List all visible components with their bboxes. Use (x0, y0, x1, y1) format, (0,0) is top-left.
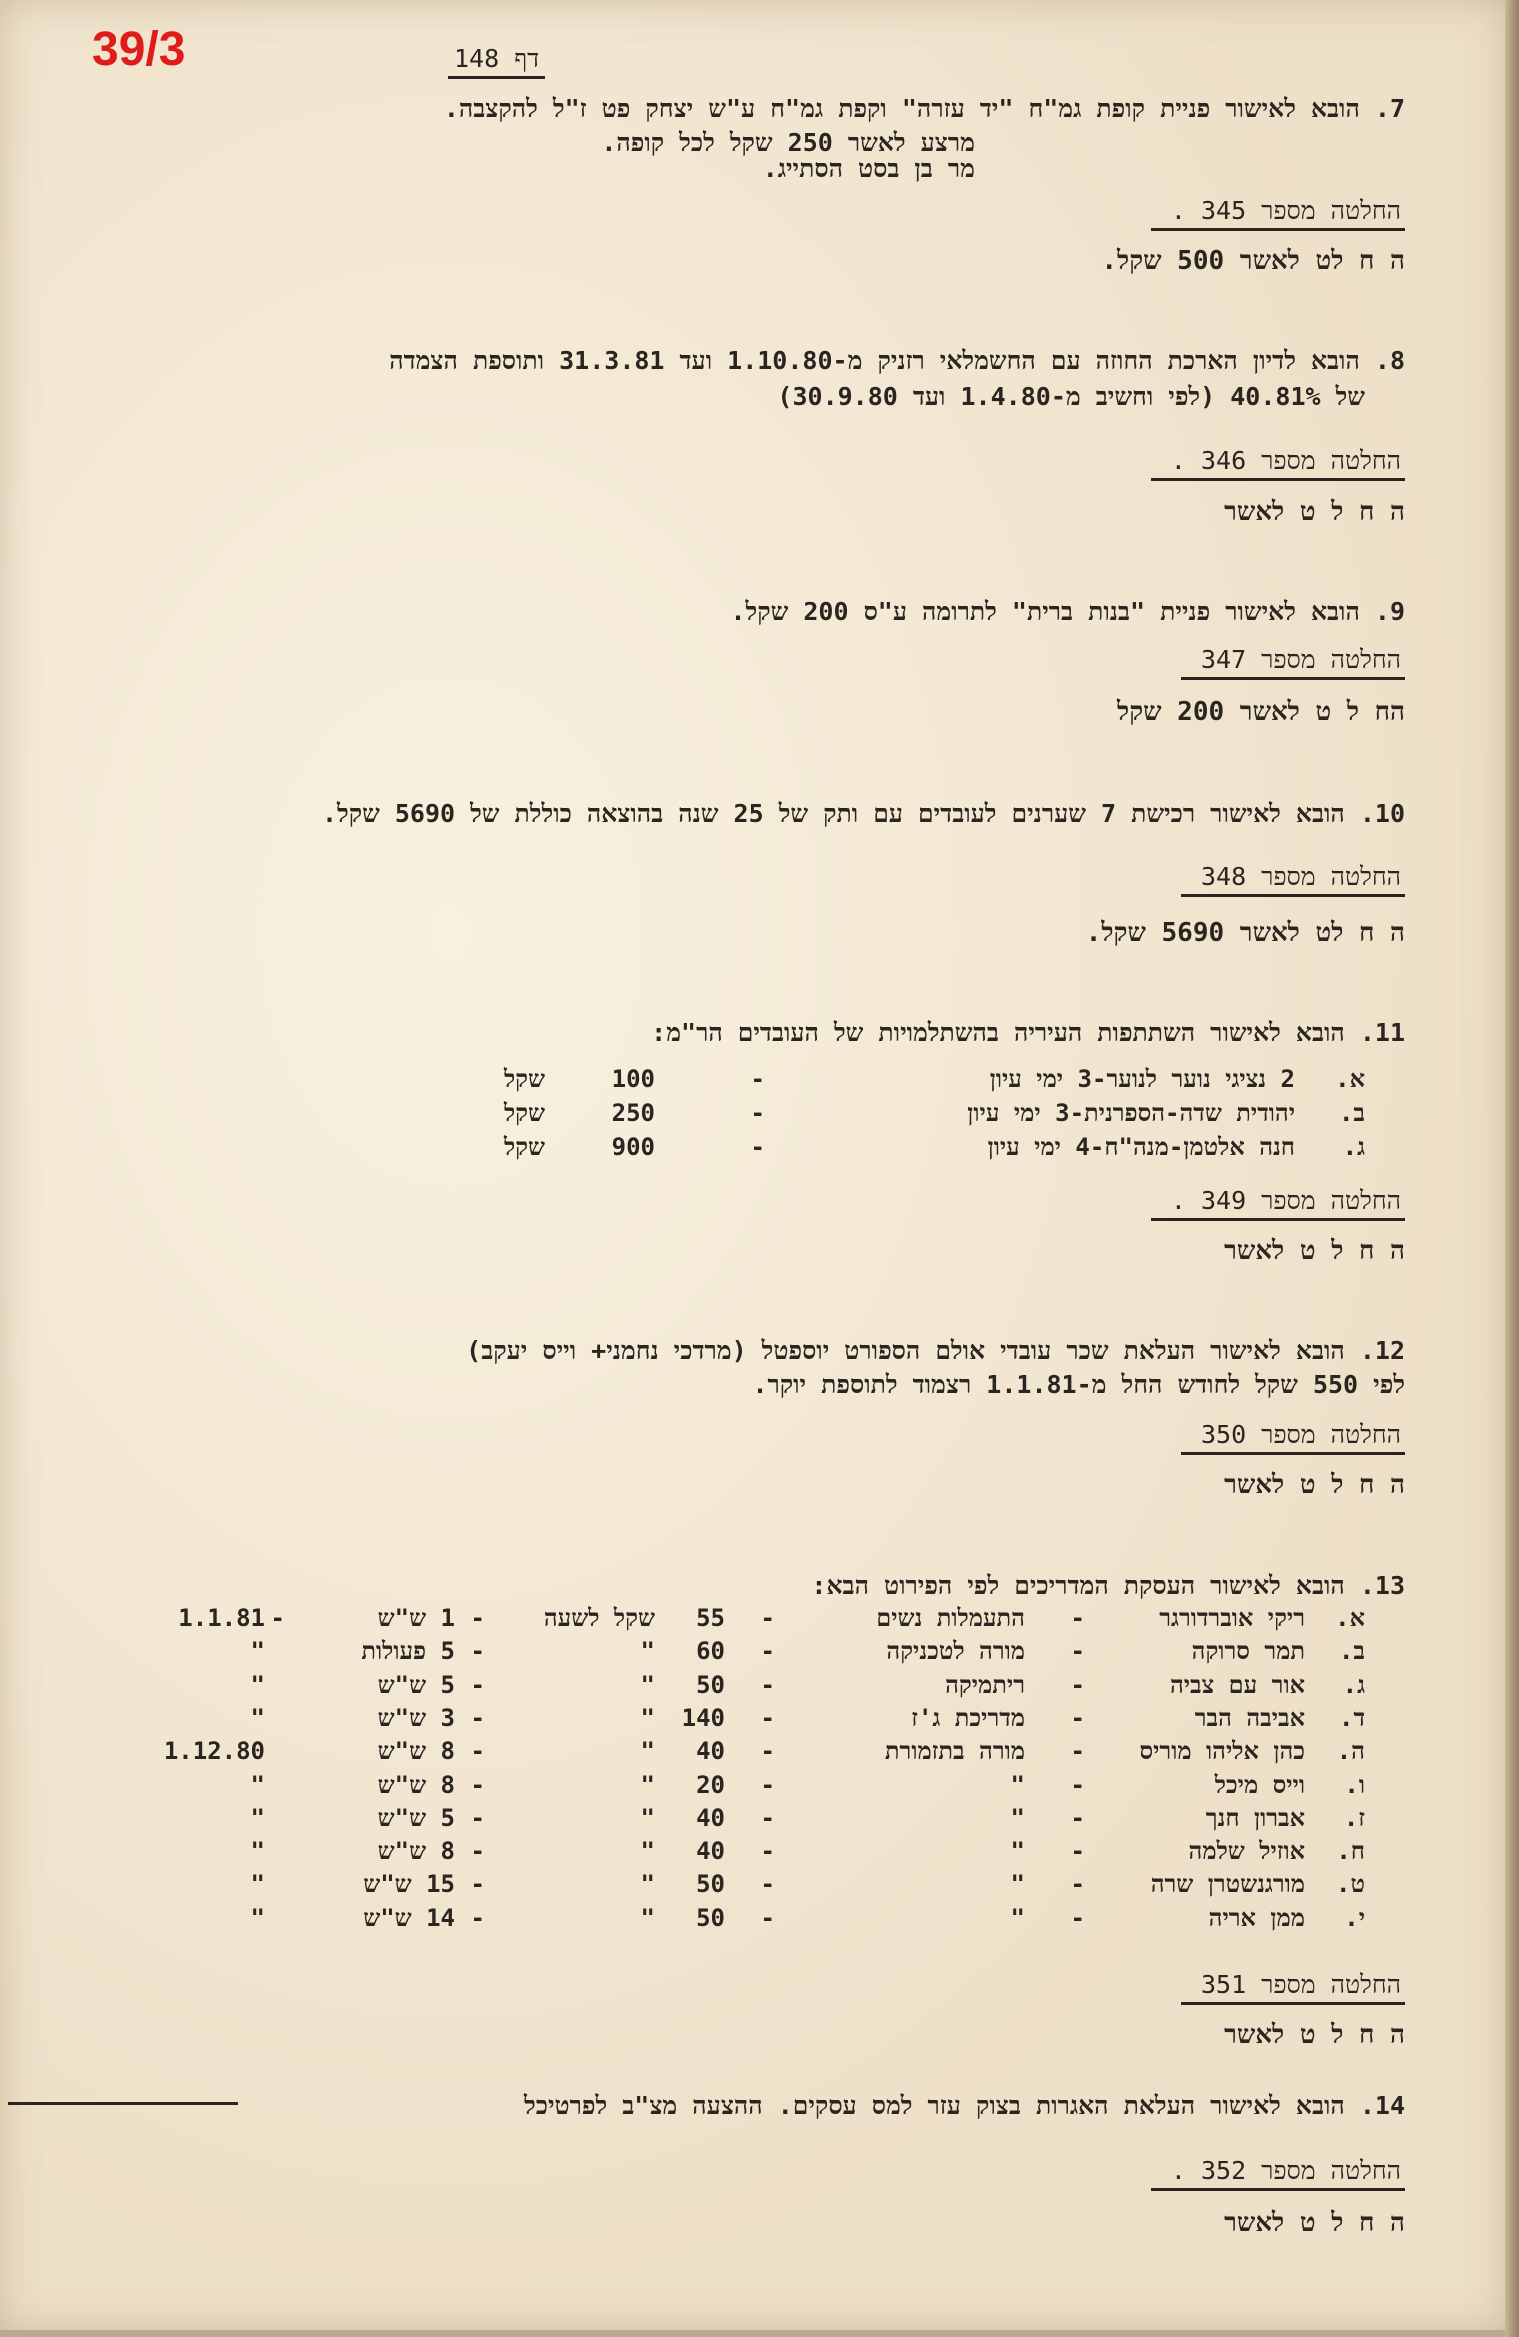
table-row (120, 1735, 1405, 1767)
subrow-unit: שקל (503, 1099, 545, 1127)
resolution-348: החלטה מספר 348 (1181, 862, 1405, 897)
decision-352: ה ח ל ט לאשר (1224, 2208, 1405, 2238)
instructor-date: " (250, 1837, 265, 1866)
instructor-d3: - (470, 1770, 485, 1799)
instructor-amount: 40 (696, 1837, 725, 1866)
instructor-name: מורגנשטרן שרה (1150, 1870, 1305, 1899)
subrow-dash: - (750, 1099, 765, 1127)
instructor-date: " (250, 1637, 265, 1666)
instructor-hours: 8 ש"ש (377, 1737, 455, 1766)
subrow-letter: ב. (1338, 1099, 1365, 1127)
instructor-hours: 15 ש"ש (363, 1870, 455, 1899)
instructor-d3: - (470, 1837, 485, 1866)
decision-350: ה ח ל ט לאשר (1224, 1470, 1405, 1500)
instructor-unit: " (640, 1770, 655, 1799)
list-item (120, 1063, 1405, 1095)
instructor-role: ריתמיקה (945, 1670, 1025, 1699)
table-row (120, 1702, 1405, 1734)
table-row (120, 1835, 1405, 1867)
subrow-amount: 900 (611, 1133, 655, 1161)
subrow-dash: - (750, 1133, 765, 1161)
instructor-d2: - (760, 1703, 775, 1732)
table-row (120, 1769, 1405, 1801)
instructor-date: " (250, 1670, 265, 1699)
instructor-name: ריקי אוברדורגר (1159, 1604, 1305, 1632)
instructor-date: " (250, 1770, 265, 1799)
instructor-unit: שקל לשעה (543, 1604, 655, 1632)
subrow-text: 2 נציגי נוער לנוער-3 ימי עיון (989, 1065, 1295, 1093)
instructor-hours: 3 ש"ש (377, 1703, 455, 1732)
instructor-amount: 50 (696, 1870, 725, 1899)
instructor-amount: 40 (696, 1737, 725, 1766)
item-8-line-2: של 40.81% (לפי וחשיב מ-1.4.80 ועד 30.9.80) (777, 382, 1365, 411)
instructor-d3: - (470, 1903, 485, 1932)
instructor-amount: 140 (681, 1703, 725, 1732)
resolution-352: החלטה מספר 352 . (1151, 2156, 1405, 2191)
table-row (120, 1602, 1405, 1634)
instructor-hours: 5 ש"ש (377, 1670, 455, 1699)
page-number: דף 148 (448, 44, 545, 79)
instructor-d3: - (470, 1870, 485, 1899)
instructor-letter: ז. (1343, 1803, 1365, 1832)
item-11-line-1: 11. הובא לאישור השתתפות העיריה בהשתלמויות של העובדים הר"מ: (651, 1018, 1405, 1047)
subrow-letter: א. (1335, 1065, 1365, 1093)
subrow-unit: שקל (503, 1065, 545, 1093)
instructor-unit: " (640, 1903, 655, 1932)
decision-349: ה ח ל ט לאשר (1224, 1236, 1405, 1266)
decision-348: ה ח לט לאשר 5690 שקל. (1085, 918, 1405, 948)
instructor-unit: " (640, 1803, 655, 1832)
instructor-d1: - (1070, 1770, 1085, 1799)
instructor-d1: - (1070, 1837, 1085, 1866)
instructor-letter: ו. (1344, 1770, 1365, 1799)
decision-345: ה ח לט לאשר 500 שקל. (1101, 246, 1405, 276)
instructor-name: וייס מיכל (1214, 1770, 1305, 1799)
resolution-349: החלטה מספר 349 . (1151, 1186, 1405, 1221)
table-row (120, 1868, 1405, 1900)
instructor-d1: - (1070, 1604, 1085, 1632)
instructor-role: מדריכת ג'ז (911, 1703, 1025, 1732)
list-item (120, 1131, 1405, 1163)
book-binding-edge (1505, 0, 1519, 2337)
instructor-name: אברון חנך (1205, 1803, 1305, 1832)
instructor-date: " (250, 1803, 265, 1832)
item-12-line-2: לפי 550 שקל לחודש החל מ-1.1.81 רצמוד לתוספת יוקר. (752, 1370, 1405, 1399)
subrow-text: יהודית שדה-הספרנית-3 ימי עיון (967, 1099, 1295, 1127)
instructor-d2: - (760, 1637, 775, 1666)
subrow-amount: 100 (611, 1065, 655, 1093)
instructor-d1: - (1070, 1903, 1085, 1932)
instructor-unit: " (640, 1670, 655, 1699)
instructor-role: " (1010, 1870, 1025, 1899)
horizontal-rule (8, 2102, 238, 2105)
instructor-hours: 8 ש"ש (377, 1770, 455, 1799)
instructor-role: מורה לטכניקה (886, 1637, 1025, 1666)
instructor-hours: 1 ש"ש (377, 1604, 455, 1632)
instructor-d1: - (1070, 1670, 1085, 1699)
instructor-amount: 55 (696, 1604, 725, 1632)
red-stamp-number: 39/3 (92, 23, 186, 76)
instructor-d2: - (760, 1737, 775, 1766)
instructor-letter: י. (1344, 1903, 1365, 1932)
table-row (120, 1669, 1405, 1701)
list-item (120, 1097, 1405, 1129)
instructor-d3: - (470, 1637, 485, 1666)
item-7-line-1: 7. הובא לאישור פניית קופת גמ"ח "יד עזרה" וקפת גמ"ח ע"ש יצחק פט ז"ל להקצבה. (443, 94, 1405, 123)
instructor-date: " (250, 1903, 265, 1932)
instructor-amount: 50 (696, 1670, 725, 1699)
instructor-d1: - (1070, 1737, 1085, 1766)
instructor-role: מורה בתזמורת (884, 1737, 1025, 1766)
subrow-letter: ג. (1342, 1133, 1365, 1161)
table-row (120, 1635, 1405, 1667)
instructor-d1: - (1070, 1703, 1085, 1732)
instructor-d3: - (470, 1737, 485, 1766)
decision-351: ה ח ל ט לאשר (1224, 2020, 1405, 2050)
subrow-unit: שקל (503, 1133, 545, 1161)
item-10-line-1: 10. הובא לאישור רכישת 7 שערנים לעובדים עם ותק של 25 שנה בהוצאה כוללת של 5690 שקל. (321, 799, 1405, 828)
instructor-d2: - (760, 1837, 775, 1866)
instructor-letter: ב. (1338, 1637, 1365, 1666)
instructor-d3: - (470, 1604, 485, 1632)
instructor-name: אור עם צביה (1169, 1670, 1305, 1699)
instructor-date: " (250, 1870, 265, 1899)
instructor-d3: - (470, 1803, 485, 1832)
instructor-d1: - (1070, 1803, 1085, 1832)
instructor-d1: - (1070, 1870, 1085, 1899)
instructor-letter: ד. (1339, 1703, 1365, 1732)
instructor-d3: - (470, 1670, 485, 1699)
subrow-text: חנה אלטמן-מנה"ח-4 ימי עיון (987, 1133, 1295, 1161)
instructor-name: תמר סרוקה (1191, 1637, 1305, 1666)
instructor-d2: - (760, 1803, 775, 1832)
instructor-letter: ה. (1336, 1737, 1365, 1766)
instructor-role: " (1010, 1903, 1025, 1932)
instructor-hours: 8 ש"ש (377, 1837, 455, 1866)
item-7-line-2: מרצע לאשר 250 שקל לכל קופה. (601, 128, 975, 157)
instructor-d3: - (470, 1703, 485, 1732)
table-row (120, 1902, 1405, 1934)
instructor-d2: - (760, 1903, 775, 1932)
instructor-name: אוזיל שלמה (1188, 1837, 1305, 1866)
decision-347: הח ל ט לאשר 200 שקל (1117, 697, 1405, 727)
instructor-d1: - (1070, 1637, 1085, 1666)
instructor-role: " (1010, 1770, 1025, 1799)
decision-346: ה ח ל ט לאשר (1224, 497, 1405, 527)
table-row (120, 1802, 1405, 1834)
item-12-line-1: 12. הובא לאישור העלאת שכר עובדי אולם הספורט יוספטל (מרדכי נחמני+ וייס יעקב) (466, 1336, 1405, 1365)
item-8-line-1: 8. הובא לדיון הארכת החוזה עם החשמלאי רזניק מ-1.10.80 ועד 31.3.81 ותוספת הצמדה (389, 346, 1405, 375)
instructor-unit: " (640, 1737, 655, 1766)
instructor-hours: 5 פעולות (361, 1637, 455, 1666)
resolution-350: החלטה מספר 350 (1181, 1420, 1405, 1455)
instructor-letter: ג. (1342, 1670, 1365, 1699)
instructor-amount: 20 (696, 1770, 725, 1799)
instructor-role: " (1010, 1803, 1025, 1832)
instructor-role: " (1010, 1837, 1025, 1866)
instructor-unit: " (640, 1637, 655, 1666)
instructor-d2: - (760, 1870, 775, 1899)
instructor-amount: 60 (696, 1637, 725, 1666)
instructor-unit: " (640, 1870, 655, 1899)
item-14-line-1: 14. הובא לאישור העלאת האגרות בצוק עזר למס עסקים. ההצעה מצ"ב לפרטיכל (524, 2091, 1405, 2120)
instructor-d2: - (760, 1604, 775, 1632)
subrow-dash: - (750, 1065, 765, 1093)
instructor-hours: 5 ש"ש (377, 1803, 455, 1832)
instructor-d2: - (760, 1770, 775, 1799)
instructor-letter: ח. (1336, 1837, 1365, 1866)
instructor-date: 1.1.81 (178, 1604, 265, 1632)
instructor-amount: 40 (696, 1803, 725, 1832)
instructor-letter: א. (1335, 1604, 1365, 1632)
instructor-name: אביבה הבר (1194, 1703, 1305, 1732)
instructor-hours: 14 ש"ש (363, 1903, 455, 1932)
instructor-unit: " (640, 1703, 655, 1732)
instructor-date: 1.12.80 (163, 1737, 265, 1766)
item-7-line-3: מר בן בסט הסתייג. (762, 154, 975, 183)
instructor-amount: 50 (696, 1903, 725, 1932)
instructor-letter: ט. (1336, 1870, 1365, 1899)
instructor-unit: " (640, 1837, 655, 1866)
resolution-346: החלטה מספר 346 . (1151, 446, 1405, 481)
item-9-line-1: 9. הובא לאישור פניית "בנות ברית" לתרומה ע"ס 200 שקל. (730, 597, 1405, 626)
instructor-name: כהן אליהו מוריס (1139, 1737, 1305, 1766)
item-13-line-1: 13. הובא לאישור העסקת המדריכים לפי הפירוט הבא: (811, 1571, 1405, 1600)
instructor-d2: - (760, 1670, 775, 1699)
subrow-amount: 250 (611, 1099, 655, 1127)
resolution-351: החלטה מספר 351 (1181, 1970, 1405, 2005)
resolution-347: החלטה מספר 347 (1181, 645, 1405, 680)
instructor-d4: - (270, 1604, 285, 1632)
instructor-date: " (250, 1703, 265, 1732)
instructor-role: התעמלות נשים (876, 1604, 1025, 1632)
instructor-name: ממן אריה (1208, 1903, 1305, 1932)
resolution-345: החלטה מספר 345 . (1151, 196, 1405, 231)
